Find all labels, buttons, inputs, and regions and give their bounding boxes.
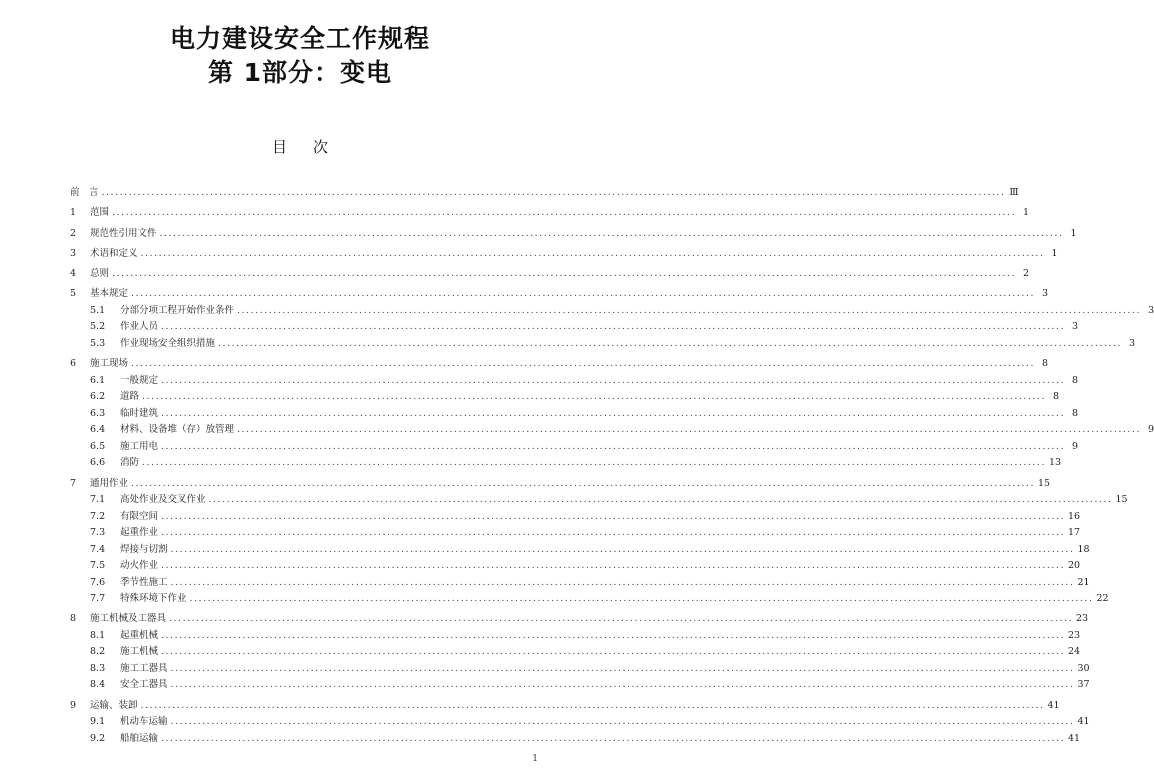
toc-entry-number: 8.2 [90,646,106,658]
toc-dot-leader: ........................................................................................................................................................................................................ [161,440,1065,452]
toc-entry[interactable] [70,225,1077,239]
toc-entry-page: 3 [1041,288,1048,300]
toc-entry-label: 施工现场 [90,358,129,370]
toc-entry-page: 2 [1022,268,1029,280]
toc-dot-leader: ........................................................................................................................................................................................................ [101,187,1006,198]
toc-entry-label: 焊接与切割 [120,543,168,555]
toc-entry[interactable] [70,730,1081,744]
toc-entry-number: 7.4 [90,543,106,555]
toc-dot-leader: ........................................................................................................................................................................................................ [170,662,1075,674]
toc-entry-number: 9.1 [90,716,106,728]
toc-entry-number: 6.2 [90,391,106,403]
toc-entry-number: 7.1 [90,494,106,506]
toc-entry-page: 18 [1077,543,1090,555]
toc-dot-leader: ........................................................................................................................................................................................................ [131,358,1035,370]
toc-dot-leader: ........................................................................................................................................................................................................ [161,527,1065,539]
toc-entry[interactable] [70,475,1051,489]
toc-entry-label: 基本规定 [90,288,129,300]
toc-entry-label: 起重作业 [120,527,159,539]
toc-entry-label: 一般规定 [120,374,159,386]
toc-entry-label: 施工机械及工器具 [90,613,167,625]
toc-entry-label: 起重机械 [120,629,159,641]
toc-dot-leader: ........................................................................................................................................................................................................ [131,477,1035,489]
toc-entry[interactable] [70,676,1090,691]
toc-dot-leader: ........................................................................................................................................................................................................ [170,576,1075,588]
toc-entry[interactable] [70,184,1019,198]
toc-heading: 目次 [271,138,354,156]
toc-entry[interactable] [70,491,1128,506]
toc-entry-label: 作业现场安全组织措施 [120,337,216,349]
toc-entry-number: 6.1 [90,374,106,386]
toc-dot-leader: ........................................................................................................................................................................................................ [131,288,1035,300]
toc-entry[interactable] [70,590,1109,605]
toc-entry-label: 安全工器具 [120,679,168,691]
toc-entry-number: 3 [70,247,77,259]
toc-entry-number: 1 [70,207,77,219]
toc-entry[interactable] [70,697,1060,711]
toc-entry[interactable] [70,372,1078,386]
toc-entry-page: 41 [1067,732,1081,744]
toc-entry-label: 临时建筑 [120,407,159,419]
toc-entry[interactable] [70,557,1081,572]
toc-entry-page: 8 [1052,391,1059,403]
toc-entry-number: 9 [70,699,77,711]
toc-entry-number: 9.2 [90,732,106,744]
toc-entry[interactable] [70,660,1090,674]
toc-dot-leader: ........................................................................................................................................................................................................ [140,247,1045,259]
toc-entry-number: 7.6 [90,576,106,588]
toc-entry[interactable] [70,335,1135,349]
toc-entry-page: 8 [1071,407,1078,419]
toc-entry-number: 6.5 [90,440,106,452]
toc-entry-page: 8 [1041,358,1048,370]
toc-entry-number: 8.1 [90,629,106,641]
toc-entry-page: 16 [1067,510,1081,522]
toc-entry-label: 规范性引用文件 [90,227,157,239]
toc-entry-page: 23 [1067,629,1081,641]
toc-dot-leader: ........................................................................................................................................................................................................ [161,560,1065,572]
toc-entry-label: 前 言 [70,187,99,198]
toc-dot-leader: ........................................................................................................................................................................................................ [161,732,1065,744]
toc-entry-page: 41 [1047,699,1060,711]
toc-dot-leader: ........................................................................................................................................................................................................ [142,457,1046,469]
toc-entry-page: 41 [1077,716,1090,728]
toc-entry-number: 4 [70,268,77,280]
title-line-subtitle: 第 1部分：变电 [207,58,393,87]
toc-dot-leader: ........................................................................................................................................................................................................ [161,374,1065,386]
toc-dot-leader: ........................................................................................................................................................................................................ [237,304,1141,316]
toc-entry-page: 30 [1077,662,1090,674]
toc-entry-label: 通用作业 [90,477,129,489]
toc-entry-label: 机动车运输 [120,716,168,728]
toc-entry-number: 7.5 [90,560,106,572]
toc-entry[interactable] [70,643,1081,658]
toc-entry-label: 运输、装卸 [90,699,138,711]
toc-entry[interactable] [70,524,1081,539]
toc-entry-label: 动火作业 [120,560,159,572]
toc-entry-number: 5.3 [90,337,106,349]
toc-entry-label: 道路 [120,391,140,403]
toc-dot-leader: ........................................................................................................................................................................................................ [208,494,1113,506]
toc-entry-number: 7.3 [90,527,106,539]
toc-dot-leader: ........................................................................................................................................................................................................ [112,268,1016,280]
toc-entry-label: 总则 [90,268,110,280]
toc-entry[interactable] [70,388,1059,403]
toc-dot-leader: ........................................................................................................................................................................................................ [142,391,1046,403]
toc-dot-leader: ........................................................................................................................................................................................................ [237,424,1141,436]
toc-entry[interactable] [70,285,1048,300]
toc-dot-leader: ........................................................................................................................................................................................................ [140,699,1045,711]
toc-entry[interactable] [70,245,1058,259]
toc-dot-leader: ........................................................................................................................................................................................................ [169,613,1073,625]
toc-entry[interactable] [70,627,1081,641]
toc-entry[interactable] [70,265,1029,280]
toc-dot-leader: ........................................................................................................................................................................................................ [161,510,1065,522]
toc-entry-page: 3 [1071,321,1078,333]
toc-entry-label: 有限空间 [120,510,159,522]
toc-entry[interactable] [70,405,1078,419]
toc-entry-page: 9 [1147,424,1154,436]
document-title [0,22,600,90]
toc-entry-label: 消防 [120,457,140,469]
toc-dot-leader: ........................................................................................................................................................................................................ [161,629,1065,641]
toc-entry-number: 8.3 [90,662,106,674]
toc-entry[interactable] [70,204,1029,219]
toc-entry-number: 8 [70,613,77,625]
toc-entry-page: 37 [1077,679,1090,691]
toc-entry-number: 7 [70,477,77,489]
toc-dot-leader: ........................................................................................................................................................................................................ [161,646,1065,658]
toc-entry[interactable] [70,541,1090,555]
toc-dot-leader: ........................................................................................................................................................................................................ [218,337,1122,349]
toc-entry-page: 1 [1022,207,1029,219]
toc-entry-label: 术语和定义 [90,247,138,259]
toc-entry-number: 6.6 [90,457,106,469]
toc-entry-number: 5.2 [90,321,106,333]
toc-entry[interactable] [70,318,1078,333]
toc-entry-page: 24 [1067,646,1081,658]
toc-dot-leader: ........................................................................................................................................................................................................ [112,207,1016,219]
toc-entry-page: 17 [1067,527,1081,539]
toc-entry-page: 3 [1147,304,1154,316]
toc-entry-number: 6.4 [90,424,106,436]
toc-entry-label: 分部分项工程开始作业条件 [120,304,235,316]
toc-entry[interactable] [70,454,1062,469]
toc-entry-number: 8.4 [90,679,106,691]
footer-page-number: 1 [532,754,538,764]
toc-entry-label: 船舶运输 [120,732,159,744]
toc-dot-leader: ........................................................................................................................................................................................................ [161,407,1065,419]
toc-entry-number: 5.1 [90,304,106,316]
toc-entry-number: 6 [70,358,77,370]
toc-entry[interactable] [70,574,1090,588]
toc-entry-label: 高处作业及交叉作业 [120,494,206,506]
toc-entry-number: 7.2 [90,510,106,522]
toc-dot-leader: ........................................................................................................................................................................................................ [170,716,1075,728]
toc-entry-page: Ⅲ [1009,187,1019,198]
toc-entry-label: 施工用电 [120,440,159,452]
toc-entry-page: 20 [1067,560,1081,572]
toc-entry-page: 1 [1051,247,1058,259]
toc-dot-leader: ........................................................................................................................................................................................................ [161,321,1065,333]
toc-entry-page: 8 [1071,374,1078,386]
toc-entry-label: 特殊环境下作业 [120,593,187,605]
toc-entry-label: 作业人员 [120,321,159,333]
toc-entry-label: 范围 [90,207,110,219]
table-of-contents [70,184,1154,744]
toc-entry[interactable] [70,508,1081,522]
toc-entry-page: 13 [1048,457,1062,469]
toc-entry-page: 15 [1037,477,1051,489]
toc-entry[interactable] [70,713,1090,728]
toc-entry-page: 21 [1077,576,1090,588]
toc-entry-page: 22 [1096,593,1109,605]
toc-entry-page: 3 [1128,337,1135,349]
title-line-main: 电力建设安全工作规程 [169,24,430,53]
toc-entry-label: 季节性施工 [120,576,168,588]
toc-entry-page: 23 [1075,613,1089,625]
toc-dot-leader: ........................................................................................................................................................................................................ [170,679,1075,691]
toc-dot-leader: ........................................................................................................................................................................................................ [170,543,1075,555]
toc-entry-label: 施工工器具 [120,662,168,674]
toc-entry[interactable] [70,610,1089,625]
toc-entry-page: 15 [1115,494,1128,506]
toc-entry-number: 6.3 [90,407,106,419]
toc-entry-page: 9 [1071,440,1078,452]
toc-dot-leader: ........................................................................................................................................................................................................ [189,593,1094,605]
toc-entry-number: 5 [70,288,77,300]
toc-entry[interactable] [70,421,1154,436]
toc-entry-number: 2 [70,227,77,239]
toc-entry-label: 材料、设备堆（存）放管理 [120,424,235,436]
toc-dot-leader: ........................................................................................................................................................................................................ [159,227,1064,239]
toc-entry-number: 7.7 [90,593,106,605]
toc-entry[interactable] [70,302,1154,316]
toc-entry[interactable] [70,438,1078,452]
toc-entry[interactable] [70,355,1048,370]
toc-entry-page: 1 [1070,227,1077,239]
toc-entry-label: 施工机械 [120,646,159,658]
